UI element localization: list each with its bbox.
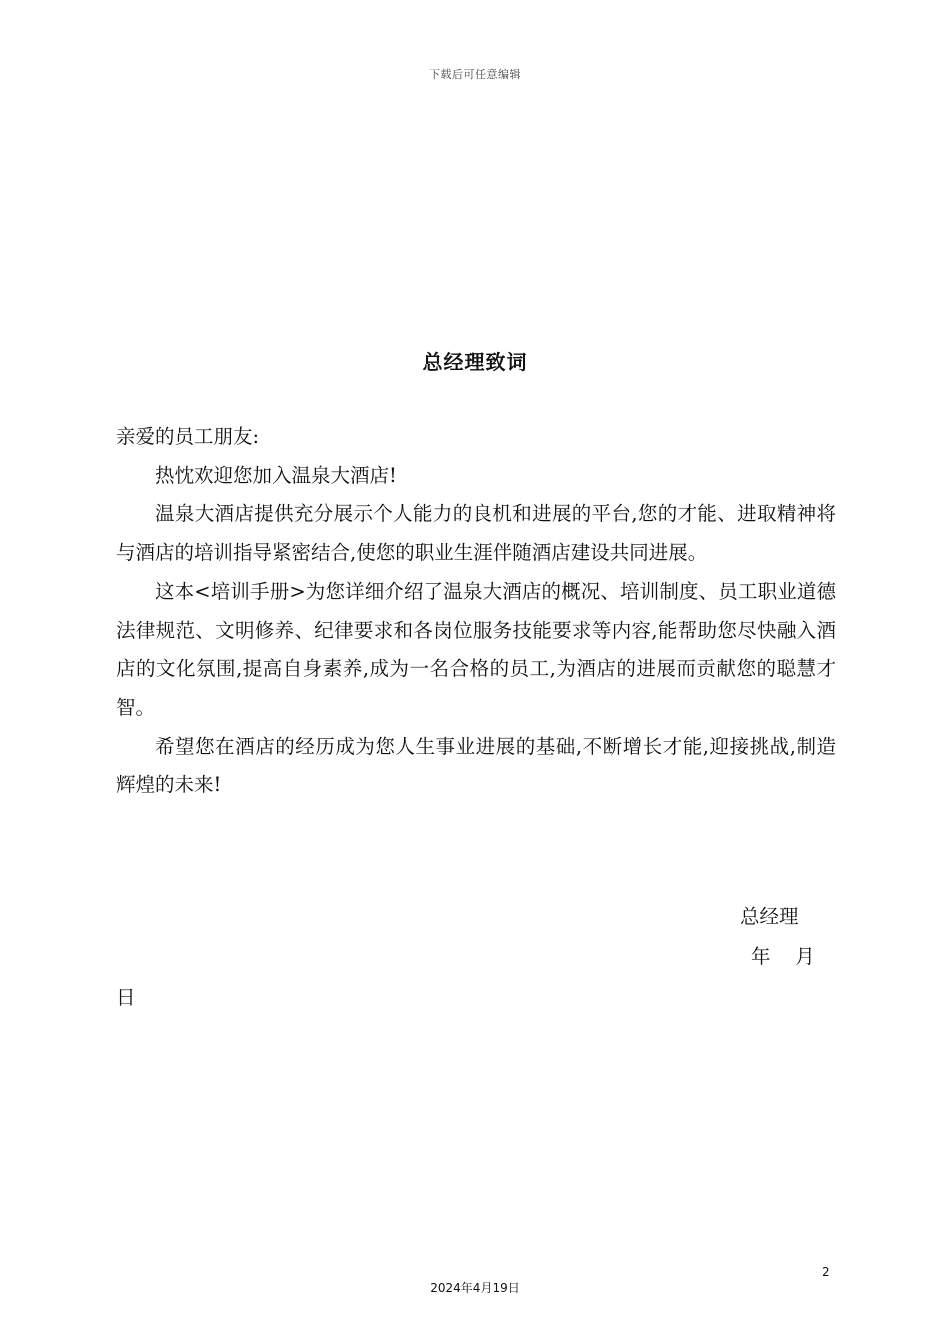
footer-date: 2024年4月19日 bbox=[430, 1281, 520, 1295]
signature-title: 总经理 bbox=[740, 905, 799, 928]
letter-body bbox=[116, 418, 836, 805]
page-title: 总经理致词 bbox=[422, 350, 528, 374]
paragraph-platform: 温泉大酒店提供充分展示个人能力的良机和进展的平台,您的才能、进取精神将与酒店的培训指导紧密结合,使您的职业生涯伴随酒店建设共同进展。 bbox=[116, 502, 836, 565]
paragraph-welcome: 热忱欢迎您加入温泉大酒店! bbox=[155, 463, 397, 487]
header-note: 下载后可任意编辑 bbox=[429, 68, 521, 81]
signature-date-day: 日 bbox=[116, 986, 136, 1009]
paragraph-handbook: 这本<培训手册>为您详细介绍了温泉大酒店的概况、培训制度、员工职业道德法律规范、文明修养、纪律要求和各岗位服务技能要求等内容,能帮助您尽快融入酒店的文化氛围,提高自身素养,成为一名合格的员工,为酒店的进展而贡献您的聪慧才智。 bbox=[116, 579, 836, 719]
salutation: 亲爱的员工朋友: bbox=[116, 425, 260, 448]
paragraph-hope: 希望您在酒店的经历成为您人生事业进展的基础,不断增长才能,迎接挑战,制造辉煌的未来! bbox=[116, 734, 836, 797]
page-number: 2 bbox=[822, 1265, 830, 1279]
signature-date-year-month: 年 月 bbox=[751, 945, 815, 968]
